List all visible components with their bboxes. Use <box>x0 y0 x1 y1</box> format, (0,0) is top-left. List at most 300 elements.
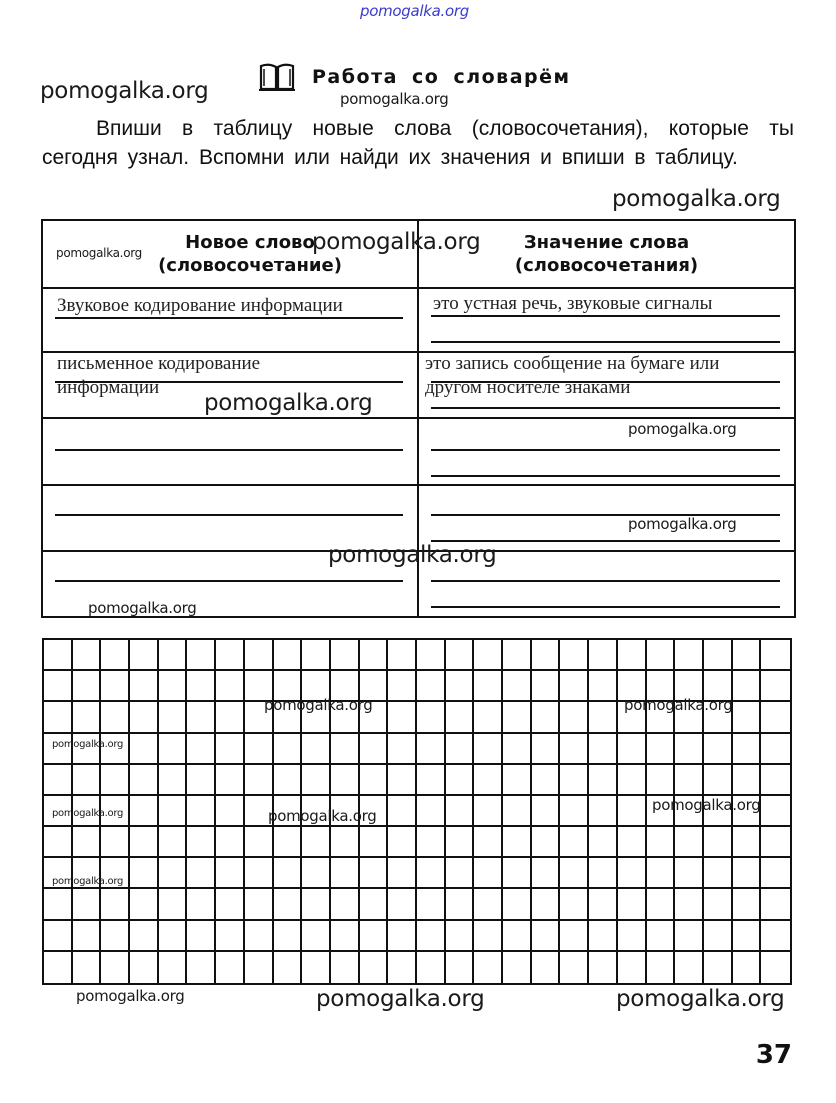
grid-cell[interactable] <box>675 858 704 889</box>
grid-cell[interactable] <box>302 952 331 983</box>
grid-cell[interactable] <box>446 796 475 827</box>
grid-cell[interactable] <box>130 734 159 765</box>
watermark: pomogalka.org <box>316 986 485 1012</box>
grid-cell[interactable] <box>647 858 676 889</box>
grid-cell[interactable] <box>187 889 216 920</box>
grid-cell[interactable] <box>647 734 676 765</box>
grid-cell[interactable] <box>187 765 216 796</box>
grid-cell[interactable] <box>245 952 274 983</box>
grid-cell[interactable] <box>73 671 102 702</box>
grid-cell[interactable] <box>675 827 704 858</box>
grid-cell[interactable] <box>618 858 647 889</box>
watermark: pomogalka.org <box>652 796 761 814</box>
grid-cell[interactable] <box>761 921 790 952</box>
grid-cell[interactable] <box>360 858 389 889</box>
grid-cell[interactable] <box>101 827 130 858</box>
grid-cell[interactable] <box>245 921 274 952</box>
writing-line <box>431 475 780 477</box>
grid-cell[interactable] <box>560 734 589 765</box>
grid-cell[interactable] <box>417 921 446 952</box>
grid-cell[interactable] <box>704 921 733 952</box>
grid-cell[interactable] <box>761 889 790 920</box>
grid-cell[interactable] <box>73 952 102 983</box>
watermark: pomogalka.org <box>328 542 497 568</box>
grid-cell[interactable] <box>44 952 73 983</box>
grid-cell[interactable] <box>187 734 216 765</box>
grid-cell[interactable] <box>388 858 417 889</box>
grid-cell[interactable] <box>388 827 417 858</box>
grid-cell[interactable] <box>216 734 245 765</box>
grid-cell[interactable] <box>675 734 704 765</box>
meaning-cell[interactable] <box>418 418 795 485</box>
grid-cell[interactable] <box>73 765 102 796</box>
grid-cell[interactable] <box>733 640 762 671</box>
grid-cell[interactable] <box>733 702 762 733</box>
grid-cell[interactable] <box>245 889 274 920</box>
grid-cell[interactable] <box>130 921 159 952</box>
watermark: pomogalka.org <box>612 186 781 212</box>
grid-cell[interactable] <box>733 858 762 889</box>
grid-cell[interactable] <box>44 671 73 702</box>
grid-cell[interactable] <box>532 889 561 920</box>
grid-cell[interactable] <box>388 734 417 765</box>
table-row <box>42 352 795 418</box>
grid-cell[interactable] <box>761 827 790 858</box>
grid-cell[interactable] <box>503 734 532 765</box>
grid-cell[interactable] <box>216 858 245 889</box>
watermark: pomogalka.org <box>616 986 785 1012</box>
grid-cell[interactable] <box>503 921 532 952</box>
grid-cell[interactable] <box>474 889 503 920</box>
grid-cell[interactable] <box>704 889 733 920</box>
book-icon <box>258 62 296 92</box>
grid-cell[interactable] <box>417 827 446 858</box>
grid-cell[interactable] <box>187 921 216 952</box>
grid-cell[interactable] <box>417 640 446 671</box>
writing-line <box>431 449 780 451</box>
grid-cell[interactable] <box>360 640 389 671</box>
grid-cell[interactable] <box>331 765 360 796</box>
grid-cell[interactable] <box>503 796 532 827</box>
grid-cell[interactable] <box>647 640 676 671</box>
grid-cell[interactable] <box>503 858 532 889</box>
grid-cell[interactable] <box>388 796 417 827</box>
grid-cell[interactable] <box>216 827 245 858</box>
grid-cell[interactable] <box>331 640 360 671</box>
grid-cell[interactable] <box>187 702 216 733</box>
grid-cell[interactable] <box>417 889 446 920</box>
grid-cell[interactable] <box>560 702 589 733</box>
grid-cell[interactable] <box>274 827 303 858</box>
grid-cell[interactable] <box>245 765 274 796</box>
grid-cell[interactable] <box>532 921 561 952</box>
grid-cell[interactable] <box>159 889 188 920</box>
watermark: pomogalka.org <box>52 739 124 750</box>
grid-cell[interactable] <box>130 640 159 671</box>
grid-cell[interactable] <box>187 640 216 671</box>
grid-cell[interactable] <box>73 702 102 733</box>
grid-cell[interactable] <box>44 889 73 920</box>
grid-cell[interactable] <box>733 889 762 920</box>
grid-cell[interactable] <box>446 952 475 983</box>
writing-line <box>55 317 403 319</box>
grid-cell[interactable] <box>417 671 446 702</box>
grid-cell[interactable] <box>761 702 790 733</box>
grid-cell[interactable] <box>503 952 532 983</box>
grid-cell[interactable] <box>388 640 417 671</box>
section-title: Работа со словарём <box>312 66 571 88</box>
table-row <box>42 288 795 352</box>
grid-cell[interactable] <box>274 921 303 952</box>
grid-cell[interactable] <box>446 921 475 952</box>
watermark: pomogalka.org <box>628 420 737 438</box>
watermark: pomogalka.org <box>268 807 377 825</box>
grid-cell[interactable] <box>503 765 532 796</box>
grid-cell[interactable] <box>618 765 647 796</box>
grid-cell[interactable] <box>647 765 676 796</box>
grid-cell[interactable] <box>589 640 618 671</box>
grid-cell[interactable] <box>73 889 102 920</box>
grid-cell[interactable] <box>44 765 73 796</box>
grid-cell[interactable] <box>159 952 188 983</box>
grid-cell[interactable] <box>532 765 561 796</box>
grid-cell[interactable] <box>532 952 561 983</box>
grid-cell[interactable] <box>159 734 188 765</box>
grid-cell[interactable] <box>101 921 130 952</box>
grid-cell[interactable] <box>733 827 762 858</box>
grid-cell[interactable] <box>360 889 389 920</box>
grid-cell[interactable] <box>302 889 331 920</box>
grid-cell[interactable] <box>532 734 561 765</box>
grid-cell[interactable] <box>560 952 589 983</box>
grid-cell[interactable] <box>474 796 503 827</box>
grid-cell[interactable] <box>159 702 188 733</box>
grid-cell[interactable] <box>159 921 188 952</box>
grid-cell[interactable] <box>187 827 216 858</box>
grid-cell[interactable] <box>761 765 790 796</box>
watermark: pomogalka.org <box>76 987 185 1005</box>
grid-cell[interactable] <box>130 889 159 920</box>
watermark: pomogalka.org <box>624 696 733 714</box>
grid-cell[interactable] <box>388 889 417 920</box>
word-text: письменное кодирование <box>57 353 261 374</box>
grid-cell[interactable] <box>733 765 762 796</box>
grid-cell[interactable] <box>503 889 532 920</box>
grid-cell[interactable] <box>417 734 446 765</box>
grid-cell[interactable] <box>647 889 676 920</box>
grid-cell[interactable] <box>503 827 532 858</box>
grid-cell[interactable] <box>446 640 475 671</box>
grid-cell[interactable] <box>216 921 245 952</box>
grid-cell[interactable] <box>73 640 102 671</box>
grid-cell[interactable] <box>474 702 503 733</box>
grid-cell[interactable] <box>474 734 503 765</box>
grid-cell[interactable] <box>761 640 790 671</box>
grid-cell[interactable] <box>159 765 188 796</box>
grid-cell[interactable] <box>618 827 647 858</box>
grid-cell[interactable] <box>474 952 503 983</box>
grid-cell[interactable] <box>417 702 446 733</box>
grid-cell[interactable] <box>417 952 446 983</box>
grid-cell[interactable] <box>761 734 790 765</box>
grid-cell[interactable] <box>101 671 130 702</box>
watermark-top: pomogalka.org <box>360 2 469 20</box>
grid-cell[interactable] <box>417 765 446 796</box>
grid-cell[interactable] <box>331 921 360 952</box>
grid-cell[interactable] <box>360 827 389 858</box>
grid-cell[interactable] <box>302 921 331 952</box>
grid-cell[interactable] <box>618 889 647 920</box>
grid-cell[interactable] <box>446 858 475 889</box>
grid-cell[interactable] <box>474 827 503 858</box>
grid-cell[interactable] <box>216 796 245 827</box>
grid-cell[interactable] <box>302 640 331 671</box>
grid-cell[interactable] <box>560 889 589 920</box>
grid-cell[interactable] <box>130 702 159 733</box>
grid-cell[interactable] <box>704 952 733 983</box>
grid-cell[interactable] <box>331 889 360 920</box>
grid-cell[interactable] <box>388 765 417 796</box>
watermark: pomogalka.org <box>52 808 124 819</box>
writing-line <box>431 407 780 409</box>
meaning-text: другом носителе знаками <box>425 377 631 398</box>
header-line: Новое слово <box>185 232 315 253</box>
watermark: pomogalka.org <box>264 696 373 714</box>
grid-cell[interactable] <box>560 796 589 827</box>
grid-cell[interactable] <box>216 640 245 671</box>
grid-cell[interactable] <box>503 640 532 671</box>
grid-cell[interactable] <box>274 765 303 796</box>
grid-cell[interactable] <box>675 889 704 920</box>
grid-cell[interactable] <box>560 671 589 702</box>
watermark: pomogalka.org <box>312 229 481 255</box>
grid-cell[interactable] <box>503 702 532 733</box>
grid-cell[interactable] <box>560 827 589 858</box>
grid-cell[interactable] <box>360 734 389 765</box>
grid-cell[interactable] <box>101 702 130 733</box>
grid-cell[interactable] <box>73 921 102 952</box>
grid-cell[interactable] <box>675 640 704 671</box>
grid-cell[interactable] <box>187 671 216 702</box>
grid-cell[interactable] <box>704 858 733 889</box>
page-number: 37 <box>755 1040 792 1070</box>
grid-cell[interactable] <box>73 827 102 858</box>
grid-cell[interactable] <box>532 702 561 733</box>
grid-cell[interactable] <box>388 921 417 952</box>
grid-cell[interactable] <box>532 671 561 702</box>
grid-cell[interactable] <box>761 858 790 889</box>
grid-cell[interactable] <box>589 671 618 702</box>
watermark: pomogalka.org <box>340 90 449 108</box>
grid-cell[interactable] <box>187 858 216 889</box>
grid-cell[interactable] <box>704 765 733 796</box>
grid-cell[interactable] <box>302 827 331 858</box>
grid-cell[interactable] <box>331 858 360 889</box>
watermark: pomogalka.org <box>40 78 209 104</box>
writing-line <box>55 580 403 582</box>
grid-cell[interactable] <box>274 952 303 983</box>
grid-cell[interactable] <box>618 952 647 983</box>
grid-cell[interactable] <box>159 796 188 827</box>
grid-cell[interactable] <box>446 827 475 858</box>
grid-cell[interactable] <box>474 640 503 671</box>
grid-cell[interactable] <box>159 858 188 889</box>
grid-cell[interactable] <box>245 640 274 671</box>
meaning-cell[interactable] <box>418 288 795 352</box>
grid-cell[interactable] <box>532 640 561 671</box>
grid-cell[interactable] <box>417 796 446 827</box>
header-line: Значение слова <box>523 232 690 253</box>
grid-cell[interactable] <box>302 765 331 796</box>
grid-cell[interactable] <box>474 858 503 889</box>
word-cell[interactable] <box>42 418 418 485</box>
grid-cell[interactable] <box>274 889 303 920</box>
meaning-text: это запись сообщение на бумаге или <box>425 353 720 374</box>
grid-cell[interactable] <box>761 796 790 827</box>
grid-cell[interactable] <box>733 671 762 702</box>
grid-cell[interactable] <box>274 734 303 765</box>
grid-cell[interactable] <box>130 796 159 827</box>
grid-cell[interactable] <box>44 702 73 733</box>
writing-line <box>431 315 780 317</box>
grid-cell[interactable] <box>733 921 762 952</box>
grid-cell[interactable] <box>417 858 446 889</box>
grid-cell[interactable] <box>675 765 704 796</box>
grid-cell[interactable] <box>130 671 159 702</box>
grid-cell[interactable] <box>647 827 676 858</box>
grid-cell[interactable] <box>474 671 503 702</box>
section-header <box>258 62 571 92</box>
grid-cell[interactable] <box>618 734 647 765</box>
grid-cell[interactable] <box>245 734 274 765</box>
grid-cell[interactable] <box>446 765 475 796</box>
grid-cell[interactable] <box>388 671 417 702</box>
grid-cell[interactable] <box>589 702 618 733</box>
grid-cell[interactable] <box>331 734 360 765</box>
grid-cell[interactable] <box>360 952 389 983</box>
grid-cell[interactable] <box>446 702 475 733</box>
grid-cell[interactable] <box>331 952 360 983</box>
grid-cell[interactable] <box>216 889 245 920</box>
grid-cell[interactable] <box>101 640 130 671</box>
watermark: pomogalka.org <box>88 599 197 617</box>
meaning-text: это устная речь, звуковые сигналы <box>433 293 713 314</box>
grid-cell[interactable] <box>302 858 331 889</box>
grid-cell[interactable] <box>474 765 503 796</box>
grid-cell[interactable] <box>446 889 475 920</box>
grid-cell[interactable] <box>474 921 503 952</box>
grid-cell[interactable] <box>388 702 417 733</box>
grid-cell[interactable] <box>360 765 389 796</box>
grid-cell[interactable] <box>560 858 589 889</box>
grid-cell[interactable] <box>704 734 733 765</box>
writing-line <box>431 341 780 343</box>
grid-cell[interactable] <box>360 921 389 952</box>
grid-cell[interactable] <box>761 671 790 702</box>
word-cell[interactable] <box>42 288 418 352</box>
grid-cell[interactable] <box>589 734 618 765</box>
grid-cell[interactable] <box>589 827 618 858</box>
grid-cell[interactable] <box>101 952 130 983</box>
grid-cell[interactable] <box>44 640 73 671</box>
grid-cell[interactable] <box>589 889 618 920</box>
watermark: pomogalka.org <box>52 876 124 887</box>
grid-cell[interactable] <box>733 952 762 983</box>
grid-cell[interactable] <box>216 952 245 983</box>
grid-cell[interactable] <box>761 952 790 983</box>
grid-cell[interactable] <box>245 858 274 889</box>
grid-cell[interactable] <box>589 858 618 889</box>
watermark: pomogalka.org <box>204 390 373 416</box>
grid-cell[interactable] <box>331 827 360 858</box>
grid-cell[interactable] <box>618 796 647 827</box>
writing-line <box>431 580 780 582</box>
grid-cell[interactable] <box>388 952 417 983</box>
grid-cell[interactable] <box>245 827 274 858</box>
grid-cell[interactable] <box>187 952 216 983</box>
grid-cell[interactable] <box>130 858 159 889</box>
grid-cell[interactable] <box>532 827 561 858</box>
grid-cell[interactable] <box>589 796 618 827</box>
grid-cell[interactable] <box>503 671 532 702</box>
grid-cell[interactable] <box>589 921 618 952</box>
grid-cell[interactable] <box>159 827 188 858</box>
grid-cell[interactable] <box>647 921 676 952</box>
grid-cell[interactable] <box>130 827 159 858</box>
grid-cell[interactable] <box>216 765 245 796</box>
grid-cell[interactable] <box>130 952 159 983</box>
grid-cell[interactable] <box>560 640 589 671</box>
writing-line <box>431 606 780 608</box>
grid-cell[interactable] <box>274 640 303 671</box>
grid-cell[interactable] <box>159 640 188 671</box>
meaning-cell[interactable] <box>418 352 795 418</box>
grid-cell[interactable] <box>101 889 130 920</box>
grid-cell[interactable] <box>44 921 73 952</box>
grid-cell[interactable] <box>704 827 733 858</box>
grid-cell[interactable] <box>302 734 331 765</box>
grid-cell[interactable] <box>532 858 561 889</box>
grid-cell[interactable] <box>704 640 733 671</box>
grid-cell[interactable] <box>159 671 188 702</box>
grid-cell[interactable] <box>589 952 618 983</box>
writing-line <box>55 449 403 451</box>
watermark: pomogalka.org <box>56 246 142 260</box>
grid-cell[interactable] <box>446 734 475 765</box>
grid-cell[interactable] <box>618 640 647 671</box>
grid-cell[interactable] <box>675 952 704 983</box>
watermark: pomogalka.org <box>628 515 737 533</box>
grid-cell[interactable] <box>44 827 73 858</box>
grid-cell[interactable] <box>560 921 589 952</box>
grid-cell[interactable] <box>675 921 704 952</box>
word-text: информации <box>57 377 160 398</box>
grid-cell[interactable] <box>532 796 561 827</box>
grid-cell[interactable] <box>216 702 245 733</box>
header-line: (словосочетание) <box>158 255 342 276</box>
grid-cell[interactable] <box>101 765 130 796</box>
grid-cell[interactable] <box>589 765 618 796</box>
grid-cell[interactable] <box>733 734 762 765</box>
grid-cell[interactable] <box>446 671 475 702</box>
grid-cell[interactable] <box>560 765 589 796</box>
grid-cell[interactable] <box>216 671 245 702</box>
grid-cell[interactable] <box>187 796 216 827</box>
grid-cell[interactable] <box>130 765 159 796</box>
grid-cell[interactable] <box>618 921 647 952</box>
grid-cell[interactable] <box>647 952 676 983</box>
grid-cell[interactable] <box>274 858 303 889</box>
